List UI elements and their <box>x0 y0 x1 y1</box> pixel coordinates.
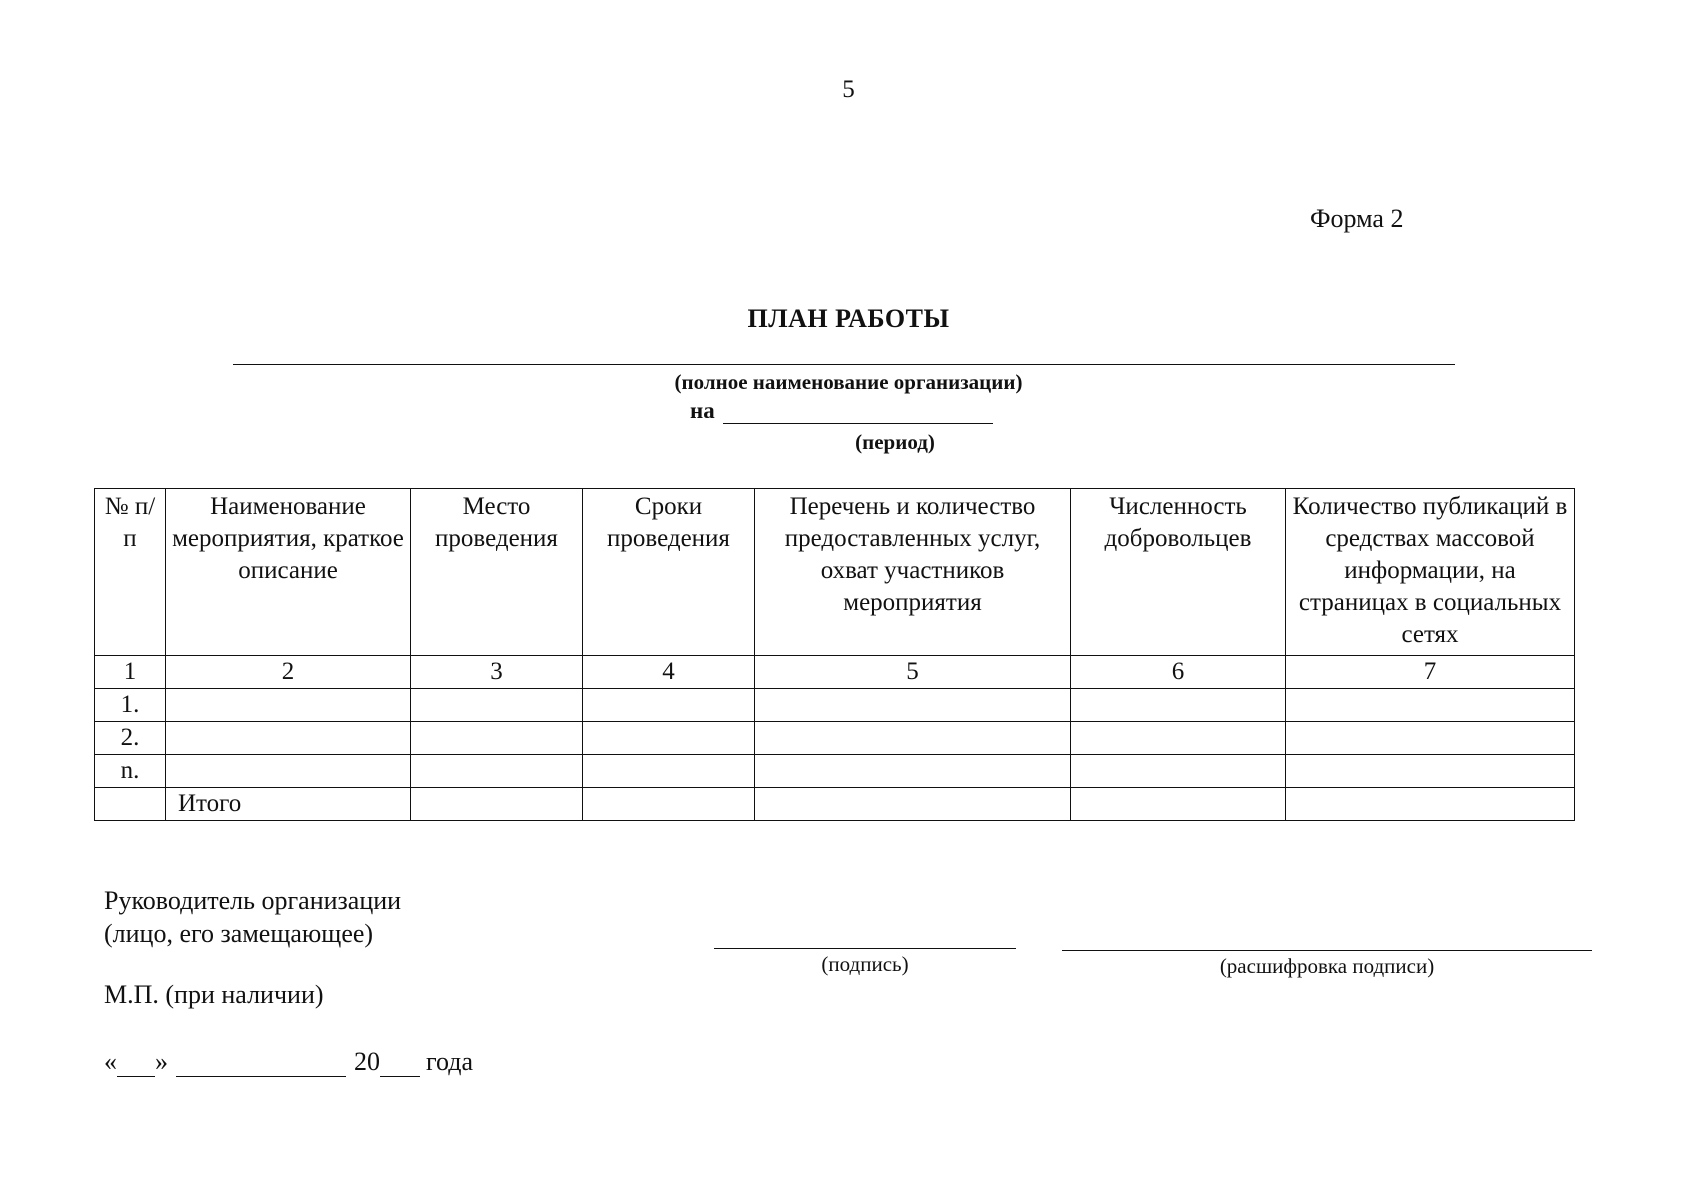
total-label: Итого <box>166 788 411 821</box>
signatory-title: Руководитель организации <box>104 886 402 915</box>
volunteers-cell[interactable] <box>1071 755 1286 788</box>
services-cell[interactable] <box>755 755 1071 788</box>
column-number: 2 <box>166 656 411 689</box>
date-close-quote: » <box>155 1047 168 1076</box>
header-event-name: Наименование мероприятия, краткое описание <box>166 489 411 656</box>
dates-cell[interactable] <box>583 689 755 722</box>
column-number-row <box>95 656 1575 689</box>
dates-cell[interactable] <box>583 788 755 821</box>
period-prefix: на <box>690 398 715 423</box>
dates-cell[interactable] <box>583 755 755 788</box>
row-number: 1. <box>95 689 166 722</box>
date-open-quote: « <box>104 1047 117 1076</box>
page-number: 5 <box>842 76 855 103</box>
header-publications: Количество публикаций в средствах массовой информации, на страницах в социальных сетях <box>1286 489 1575 656</box>
organization-caption: (полное наименование организации) <box>674 370 1023 394</box>
event-name-cell[interactable] <box>166 722 411 755</box>
publications-cell[interactable] <box>1286 722 1575 755</box>
header-venue: Место проведения <box>411 489 583 656</box>
column-number: 7 <box>1286 656 1575 689</box>
row-number: n. <box>95 755 166 788</box>
event-name-cell[interactable] <box>166 755 411 788</box>
table-row <box>95 689 1575 722</box>
table-row <box>95 722 1575 755</box>
services-cell[interactable] <box>755 689 1071 722</box>
total-row <box>95 788 1575 821</box>
year-prefix: 20 <box>354 1047 380 1076</box>
table-row <box>95 755 1575 788</box>
header-number: № п/п <box>95 489 166 656</box>
venue-cell[interactable] <box>411 788 583 821</box>
publications-cell[interactable] <box>1286 689 1575 722</box>
date-year-blank[interactable] <box>380 1052 420 1077</box>
header-volunteers: Численность добровольцев <box>1071 489 1286 656</box>
publications-cell[interactable] <box>1286 755 1575 788</box>
year-suffix: года <box>426 1047 474 1076</box>
column-number: 6 <box>1071 656 1286 689</box>
venue-cell[interactable] <box>411 755 583 788</box>
volunteers-cell[interactable] <box>1071 722 1286 755</box>
header-dates: Сроки проведения <box>583 489 755 656</box>
column-number: 3 <box>411 656 583 689</box>
work-plan-table <box>94 488 1575 821</box>
signature-caption: (подпись) <box>821 952 909 976</box>
volunteers-cell[interactable] <box>1071 689 1286 722</box>
form-label: Форма 2 <box>1310 204 1404 233</box>
organization-name-line[interactable] <box>233 364 1455 365</box>
column-number: 1 <box>95 656 166 689</box>
services-cell[interactable] <box>755 788 1071 821</box>
column-number: 5 <box>755 656 1071 689</box>
row-number <box>95 788 166 821</box>
services-cell[interactable] <box>755 722 1071 755</box>
signatory-deputy: (лицо, его замещающее) <box>104 919 374 948</box>
signature-line[interactable] <box>714 948 1016 949</box>
header-services: Перечень и количество предоставленных услуг, охват участников мероприятия <box>755 489 1071 656</box>
period-caption: (период) <box>855 430 935 454</box>
signature-decode-line[interactable] <box>1062 950 1592 951</box>
date-row <box>104 1047 473 1077</box>
row-number: 2. <box>95 722 166 755</box>
dates-cell[interactable] <box>583 722 755 755</box>
stamp-label: М.П. (при наличии) <box>104 980 324 1009</box>
venue-cell[interactable] <box>411 722 583 755</box>
period-blank-line[interactable] <box>723 399 993 424</box>
column-number: 4 <box>583 656 755 689</box>
signatory-block <box>104 884 401 950</box>
signature-decode-caption: (расшифровка подписи) <box>1219 954 1435 978</box>
venue-cell[interactable] <box>411 689 583 722</box>
date-day-blank[interactable] <box>117 1052 155 1077</box>
date-month-blank[interactable] <box>176 1052 346 1077</box>
volunteers-cell[interactable] <box>1071 788 1286 821</box>
publications-cell[interactable] <box>1286 788 1575 821</box>
event-name-cell[interactable] <box>166 689 411 722</box>
document-title: ПЛАН РАБОТЫ <box>747 304 950 333</box>
period-row <box>690 398 993 424</box>
table-header-row <box>95 489 1575 656</box>
